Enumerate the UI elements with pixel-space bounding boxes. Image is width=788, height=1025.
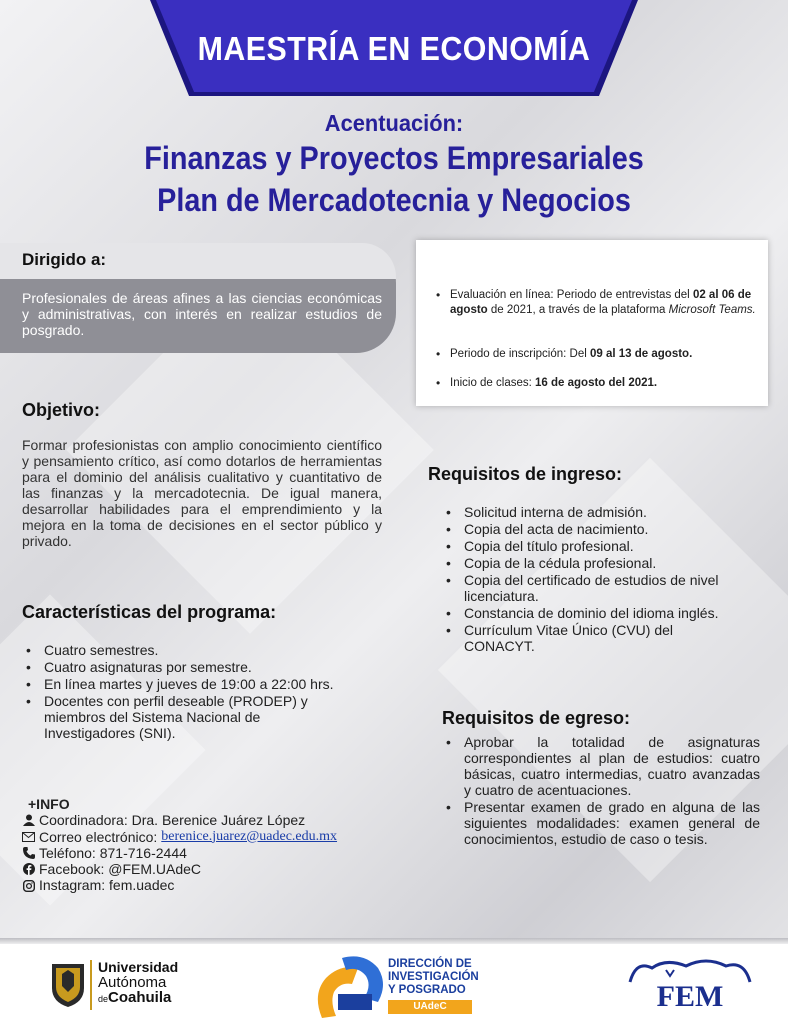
accent-line-1: Finanzas y Proyectos Empresariales: [144, 140, 644, 176]
caracteristicas-title: Características del programa:: [22, 602, 277, 622]
accent-label: Acentuación:: [324, 110, 464, 136]
accent-line-2: Plan de Mercadotecnia y Negocios: [157, 182, 631, 218]
uadec-logo: [50, 960, 230, 1012]
list-item: • Cuatro asignaturas por semestre.: [26, 659, 252, 675]
uadec-line-2: Autónoma: [98, 974, 167, 991]
contact-info: [22, 796, 337, 894]
list-item: • Constancia de dominio del idioma inglés.: [446, 605, 719, 621]
dip-line-3: Y POSGRADO: [388, 984, 466, 996]
list-item: • Currículum Vitae Único (CVU) del CONACYT.: [446, 622, 674, 654]
dip-line-2: INVESTIGACIÓN: [388, 971, 479, 983]
envelope-icon: [22, 830, 35, 843]
ingreso-list: [442, 504, 762, 655]
correo-row: Correo electrónico: berenice.juarez@uadec.edu.mx: [22, 829, 337, 845]
telefono-row: Teléfono: 871-716-2444: [22, 845, 337, 861]
title-banner: [0, 0, 788, 96]
egreso-title: Requisitos de egreso:: [442, 708, 631, 728]
facebook-icon: [22, 863, 35, 876]
fechas-inicio: • Inicio de clases: 16 de agosto del 2021.: [436, 376, 658, 390]
uadec-shield-icon: [50, 962, 86, 1008]
email-link[interactable]: berenice.juarez@uadec.edu.mx: [161, 828, 338, 844]
info-title: +INFO: [28, 796, 70, 812]
list-item: • Copia del acta de nacimiento.: [446, 521, 649, 537]
instagram-icon: [22, 879, 35, 892]
dip-line-1: DIRECCIÓN DE: [388, 958, 472, 970]
dip-logo: [312, 954, 492, 1020]
list-item: • Cuatro semestres.: [26, 642, 159, 658]
fem-logo: [626, 956, 754, 1016]
fechas-inscripcion: • Periodo de inscripción: Del 09 al 13 de agosto.: [436, 347, 693, 361]
list-item: • Docentes con perfil deseable (PRODEP) y miembros del Sistema Nacional de Investigadores (SNI).: [26, 693, 308, 741]
list-item: • Solicitud interna de admisión.: [446, 504, 647, 520]
list-item: • Copia del título profesional.: [446, 538, 634, 554]
program-title: MAESTRÍA EN ECONOMÍA: [197, 30, 591, 67]
egreso-list: [442, 734, 760, 848]
uadec-line-1: Universidad: [98, 959, 179, 975]
coordinadora-row: Coordinadora: Dra. Berenice Juárez López: [22, 812, 337, 828]
dirigido-title: Dirigido a:: [22, 250, 107, 269]
uadec-de: de: [98, 994, 109, 1004]
objetivo-text: Formar profesionistas con amplio conocimiento científico y pensamiento crítico, así como dotarlos de herramientas para el dominio del análisis cualitativo y cuantitativo de las finanzas y la mercadotecnia. De igual manera, desarrollar habilidades para el emprendimiento y la mejora en la toma de decisiones en el sector público y privado.: [22, 437, 382, 549]
dip-sub: UAdeC: [388, 1000, 472, 1014]
dirigido-text: Profesionales de áreas afines a las ciencias económicas y administrativas, con interés en realizar estudios de posgrado.: [22, 290, 382, 338]
fechas-evaluacion: • Evaluación en línea: Periodo de entrevistas del 02 al 06 de agosto de 2021, a través de la plataforma Microsoft Teams.: [436, 288, 756, 316]
fechas-box: [416, 240, 768, 406]
list-item: • En línea martes y jueves de 19:00 a 22:00 hrs.: [26, 676, 334, 692]
dip-emblem-icon: [312, 954, 384, 1020]
facebook-row: Facebook: @FEM.UAdeC: [22, 861, 337, 877]
list-item: • Presentar examen de grado en alguna de las siguientes modalidades: examen general de conocimientos, estudio de caso o tesis.: [446, 799, 760, 847]
phone-icon: [22, 847, 35, 860]
fem-text: FEM: [656, 980, 724, 1013]
list-item: • Copia de la cédula profesional.: [446, 555, 657, 571]
uadec-line-3: Coahuila: [108, 989, 172, 1006]
footer-logos: [0, 944, 788, 1025]
instagram-row: Instagram: fem.uadec: [22, 877, 337, 893]
person-icon: [22, 814, 35, 827]
caracteristicas-list: [22, 642, 382, 742]
ingreso-title: Requisitos de ingreso:: [428, 464, 623, 484]
list-item: • Copia del certificado de estudios de nivel licenciatura.: [446, 572, 719, 604]
objetivo-title: Objetivo:: [22, 400, 101, 420]
list-item: • Aprobar la totalidad de asignaturas correspondientes al plan de estudios: cuatro básicas, cuatro intermedias, cuatro avanzadas y cuatro de acentuaciones.: [446, 734, 760, 798]
